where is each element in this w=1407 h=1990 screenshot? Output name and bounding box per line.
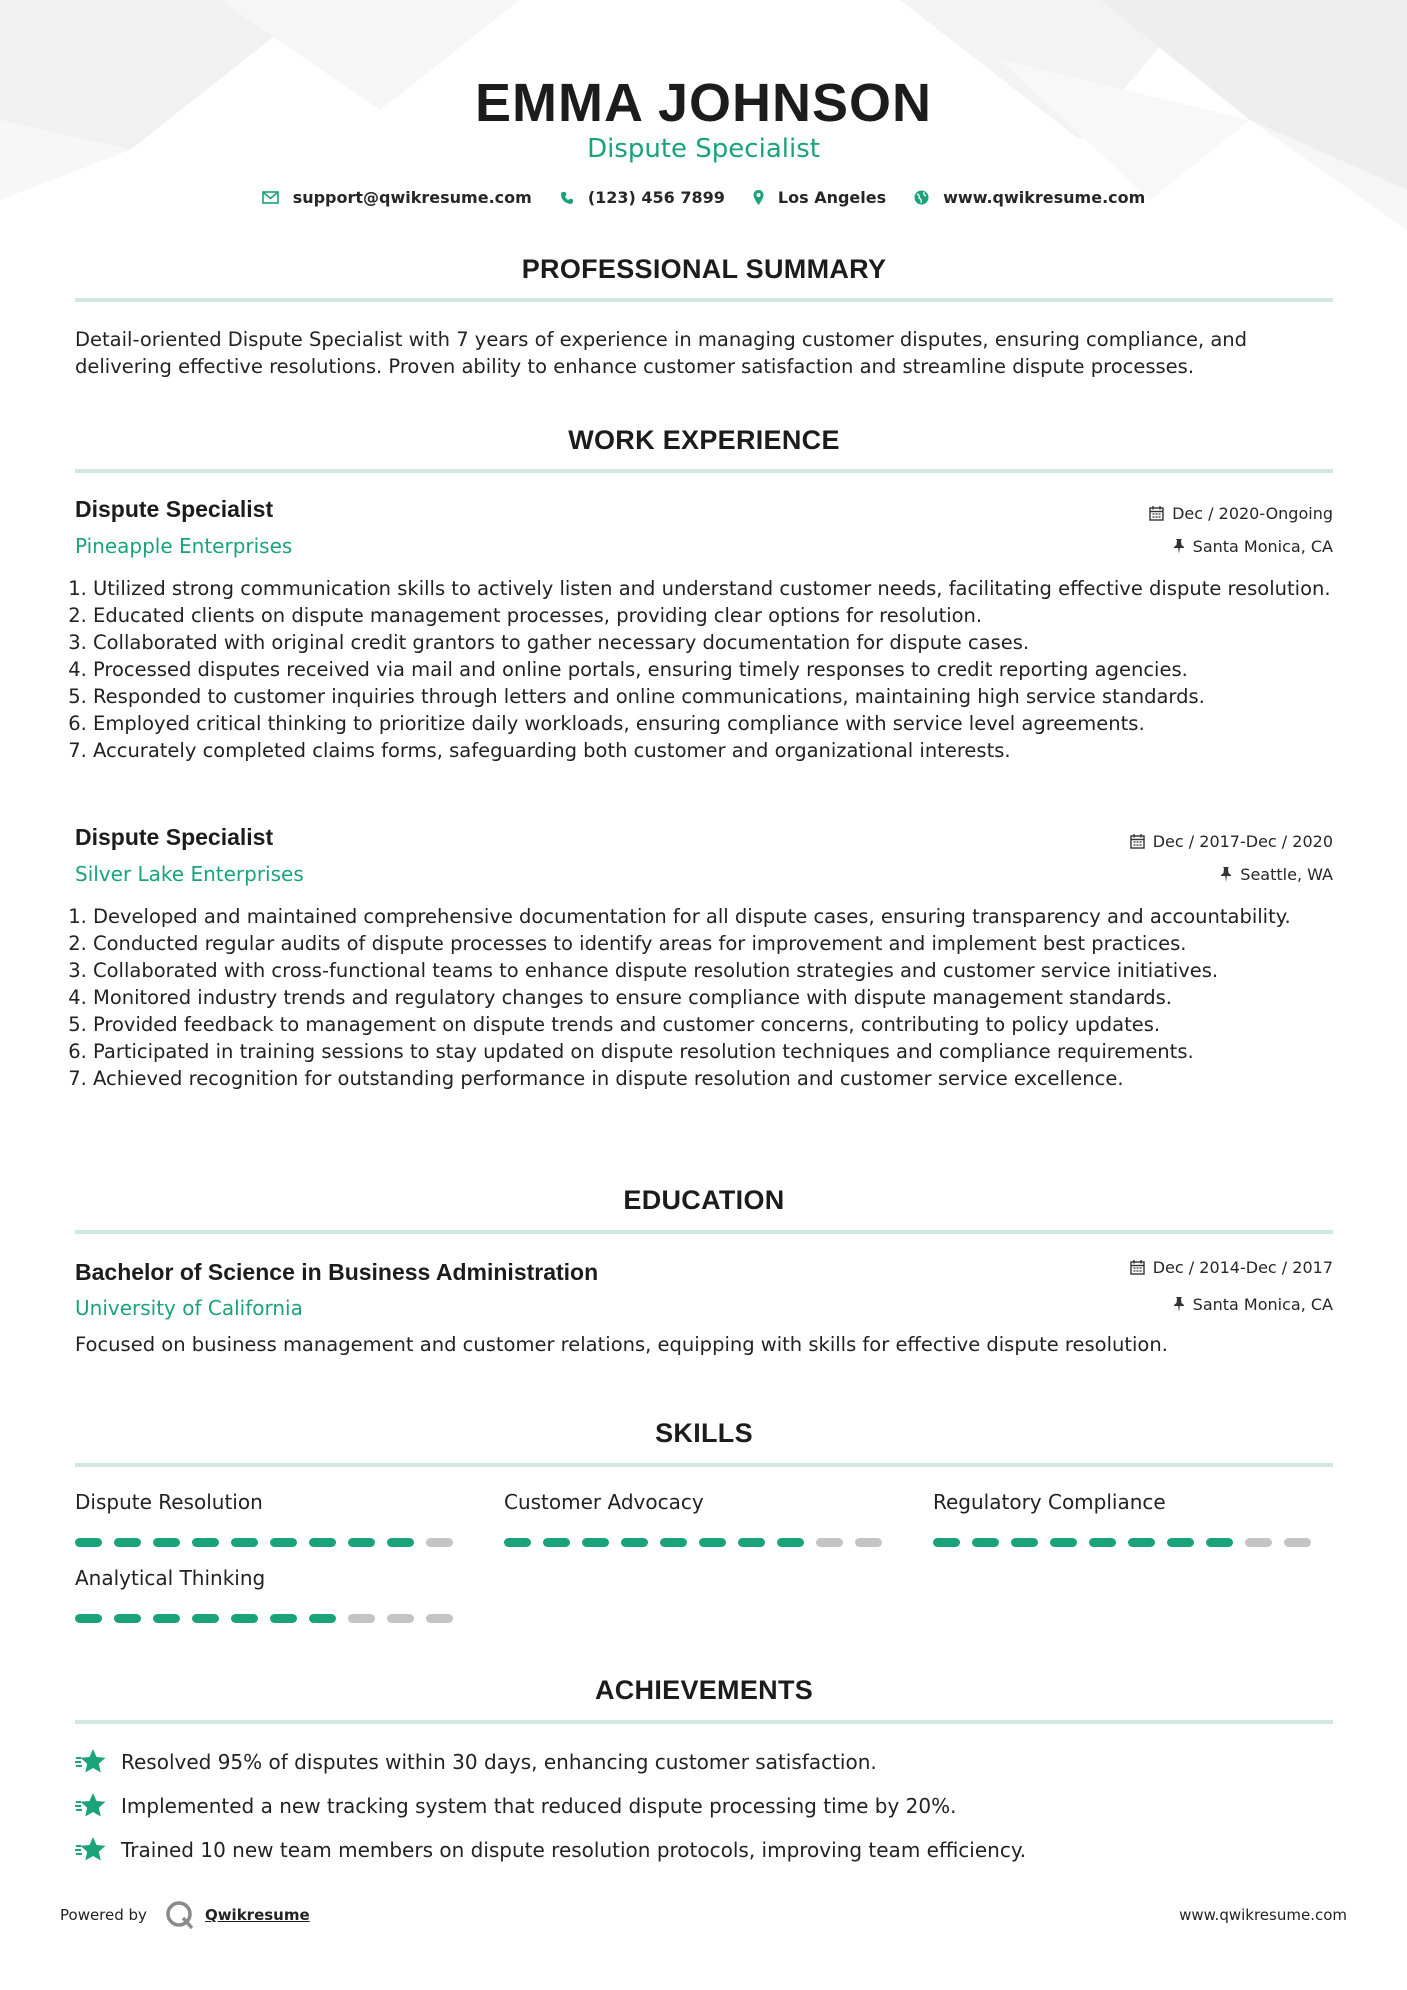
footer-powered-by: [60, 1900, 310, 1930]
calendar-icon: [1149, 506, 1164, 521]
experience-heading: WORK EXPERIENCE: [568, 425, 840, 455]
skill-dot-filled: [699, 1538, 726, 1547]
responsibility-item: 3. Collaborated with cross-functional teams to enhance dispute resolution strategies and customer service initiatives.: [93, 957, 1351, 984]
skill-dot-filled: [270, 1614, 297, 1623]
star-icon: [75, 1748, 107, 1776]
skill-dot-filled: [933, 1538, 960, 1547]
calendar-icon: [1130, 1260, 1145, 1275]
pushpin-icon: [1173, 539, 1185, 554]
qwikresume-link[interactable]: Qwikresume: [204, 1906, 310, 1924]
skill-name: Customer Advocacy: [504, 1490, 704, 1514]
contact-website[interactable]: [914, 188, 1145, 207]
degree-title: Bachelor of Science in Business Administration: [75, 1259, 599, 1285]
skill-dot-empty: [387, 1614, 414, 1623]
responsibility-item: 6. Employed critical thinking to prioritize daily workloads, ensuring compliance with service level agreements.: [93, 710, 1351, 737]
skill-dot-filled: [231, 1614, 258, 1623]
responsibility-item: 7. Achieved recognition for outstanding performance in dispute resolution and customer service excellence.: [93, 1065, 1351, 1092]
skill-dot-filled: [153, 1538, 180, 1547]
candidate-role: Dispute Specialist: [587, 134, 820, 164]
contact-phone[interactable]: [560, 188, 725, 207]
skill-rating: [504, 1538, 894, 1547]
responsibility-item: 6. Participated in training sessions to stay updated on dispute resolution techniques and compliance requirements.: [93, 1038, 1351, 1065]
contact-location-text: Los Angeles: [777, 188, 887, 207]
responsibility-item: 5. Responded to customer inquiries through letters and online communications, maintaining high service standards.: [93, 683, 1351, 710]
skill-dot-empty: [1245, 1538, 1272, 1547]
skill-dot-empty: [855, 1538, 882, 1547]
job-dates: [1149, 504, 1333, 523]
skill-dot-filled: [777, 1538, 804, 1547]
contact-email-text: support@qwikresume.com: [292, 188, 532, 207]
skill-dot-filled: [309, 1538, 336, 1547]
skill-dot-filled: [543, 1538, 570, 1547]
responsibility-item: 4. Processed disputes received via mail and online portals, ensuring timely responses to credit reporting agencies.: [93, 656, 1351, 683]
job-location-text: Santa Monica, CA: [1192, 537, 1333, 556]
achievement-item: [75, 1836, 1026, 1864]
achievement-item: [75, 1748, 877, 1776]
skill-dot-filled: [192, 1538, 219, 1547]
skill-rating: [75, 1614, 465, 1623]
contact-website-text: www.qwikresume.com: [943, 188, 1146, 207]
responsibility-item: 3. Collaborated with original credit grantors to gather necessary documentation for dispute cases.: [93, 629, 1351, 656]
skill-rating: [933, 1538, 1323, 1547]
job-title: Dispute Specialist: [75, 496, 274, 522]
skill-dot-filled: [75, 1538, 102, 1547]
responsibility-item: 1. Developed and maintained comprehensive documentation for all dispute cases, ensuring transparency and accountability.: [93, 903, 1351, 930]
skill-dot-filled: [621, 1538, 648, 1547]
achievement-text: Trained 10 new team members on dispute resolution protocols, improving team efficiency.: [121, 1838, 1027, 1862]
pushpin-icon: [1220, 867, 1232, 882]
star-icon: [75, 1792, 107, 1820]
skill-dot-filled: [1011, 1538, 1038, 1547]
skill-dot-filled: [153, 1614, 180, 1623]
education-heading: EDUCATION: [623, 1185, 785, 1215]
responsibility-item: 5. Provided feedback to management on dispute trends and customer concerns, contributing to policy updates.: [93, 1011, 1351, 1038]
skill-dot-filled: [348, 1538, 375, 1547]
achievement-text: Resolved 95% of disputes within 30 days, enhancing customer satisfaction.: [121, 1750, 877, 1774]
globe-icon: [914, 190, 929, 205]
skill-dot-filled: [504, 1538, 531, 1547]
job-company: Silver Lake Enterprises: [75, 862, 304, 886]
powered-by-label: Powered by: [60, 1906, 147, 1924]
summary-heading: PROFESSIONAL SUMMARY: [521, 254, 887, 284]
qwikresume-logo-icon: [165, 1900, 195, 1930]
skill-dot-filled: [1089, 1538, 1116, 1547]
skills-divider: [75, 1463, 1333, 1467]
responsibility-item: 4. Monitored industry trends and regulatory changes to ensure compliance with dispute management standards.: [93, 984, 1351, 1011]
skill-name: Analytical Thinking: [75, 1566, 266, 1590]
skill-dot-filled: [1206, 1538, 1233, 1547]
experience-divider: [75, 469, 1333, 473]
contact-email[interactable]: [262, 188, 532, 207]
skill-dot-filled: [114, 1538, 141, 1547]
education-location: [1173, 1295, 1333, 1314]
responsibility-item: 2. Educated clients on dispute management processes, providing clear options for resolution.: [93, 602, 1351, 629]
skill-dot-empty: [816, 1538, 843, 1547]
education-location-text: Santa Monica, CA: [1192, 1295, 1333, 1314]
job-dates-text: Dec / 2017-Dec / 2020: [1152, 832, 1333, 851]
skill-dot-empty: [426, 1538, 453, 1547]
achievements-heading: ACHIEVEMENTS: [594, 1675, 814, 1705]
pushpin-icon: [1173, 1297, 1185, 1312]
skill-dot-empty: [1284, 1538, 1311, 1547]
summary-divider: [75, 298, 1333, 302]
achievement-text: Implemented a new tracking system that reduced dispute processing time by 20%.: [121, 1794, 957, 1818]
job-location-text: Seattle, WA: [1240, 865, 1333, 884]
skills-heading: SKILLS: [655, 1418, 753, 1448]
skill-dot-filled: [114, 1614, 141, 1623]
skill-dot-filled: [972, 1538, 999, 1547]
job-responsibilities: [75, 575, 1351, 764]
skill-dot-filled: [387, 1538, 414, 1547]
skill-dot-filled: [231, 1538, 258, 1547]
skill-dot-empty: [426, 1614, 453, 1623]
job-company: Pineapple Enterprises: [75, 534, 293, 558]
education-dates-text: Dec / 2014-Dec / 2017: [1152, 1258, 1333, 1277]
summary-text: Detail-oriented Dispute Specialist with 7 years of experience in managing customer disputes, ensuring compliance, and delivering effective resolutions. Proven ability to enhance customer satisfaction and streamline dispute processes.: [75, 328, 1248, 378]
school-name: University of California: [75, 1296, 303, 1320]
job-location: [1220, 865, 1333, 884]
skill-dot-filled: [75, 1614, 102, 1623]
job-title: Dispute Specialist: [75, 824, 274, 850]
skill-dot-empty: [348, 1614, 375, 1623]
skill-dot-filled: [738, 1538, 765, 1547]
skill-dot-filled: [192, 1614, 219, 1623]
education-description: Focused on business management and customer relations, equipping with skills for effective dispute resolution.: [75, 1333, 1168, 1356]
job-responsibilities: [75, 903, 1351, 1092]
skill-dot-filled: [1128, 1538, 1155, 1547]
skill-name: Dispute Resolution: [75, 1490, 263, 1514]
skill-dot-filled: [309, 1614, 336, 1623]
education-divider: [75, 1230, 1333, 1234]
star-icon: [75, 1836, 107, 1864]
job-dates-text: Dec / 2020-Ongoing: [1172, 504, 1333, 523]
skill-name: Regulatory Compliance: [933, 1490, 1166, 1514]
phone-icon: [560, 191, 574, 205]
skill-dot-filled: [270, 1538, 297, 1547]
achievements-divider: [75, 1720, 1333, 1724]
map-pin-icon: [753, 190, 764, 205]
skill-rating: [75, 1538, 465, 1547]
responsibility-item: 1. Utilized strong communication skills to actively listen and understand customer needs, facilitating effective dispute resolution.: [93, 575, 1351, 602]
skill-dot-filled: [1050, 1538, 1077, 1547]
candidate-name: EMMA JOHNSON: [474, 73, 933, 133]
contact-bar: [0, 188, 1407, 207]
skill-dot-filled: [582, 1538, 609, 1547]
footer-website[interactable]: www.qwikresume.com: [1179, 1906, 1347, 1924]
contact-location: [753, 188, 886, 207]
skill-dot-filled: [1167, 1538, 1194, 1547]
job-dates: [1130, 832, 1333, 851]
achievement-item: [75, 1792, 956, 1820]
contact-phone-text: (123) 456 7899: [587, 188, 725, 207]
job-location: [1173, 537, 1333, 556]
calendar-icon: [1130, 834, 1145, 849]
education-dates: [1130, 1258, 1333, 1277]
skill-dot-filled: [660, 1538, 687, 1547]
responsibility-item: 7. Accurately completed claims forms, safeguarding both customer and organizational interests.: [93, 737, 1351, 764]
envelope-icon: [262, 191, 279, 204]
responsibility-item: 2. Conducted regular audits of dispute processes to identify areas for improvement and implement best practices.: [93, 930, 1351, 957]
